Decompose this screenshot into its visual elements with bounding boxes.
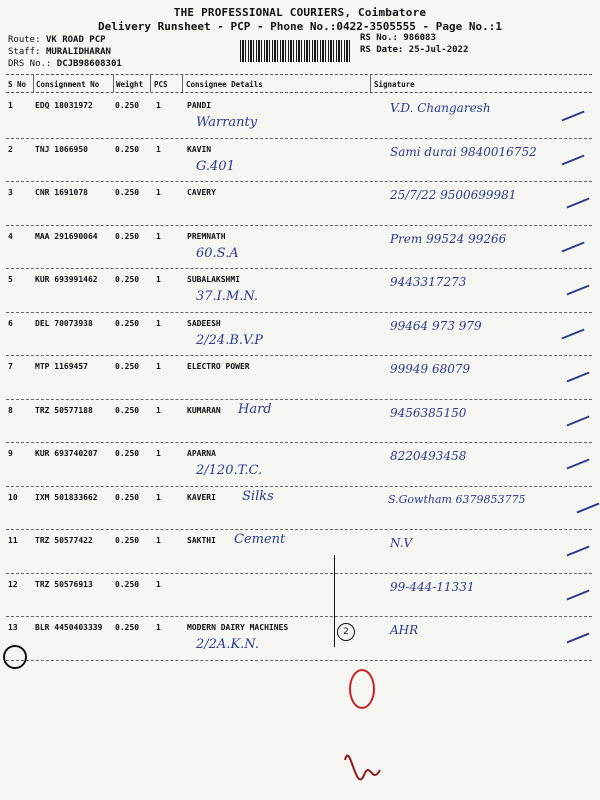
handwritten-signature: 99949 68079 — [390, 362, 471, 376]
col-divider — [113, 74, 114, 92]
handwritten-signature: 9456385150 — [390, 405, 467, 420]
red-oval-mark — [349, 669, 375, 709]
table-row — [6, 487, 592, 531]
table-row — [6, 269, 592, 313]
row-consignee-name: KUMARAN — [187, 405, 221, 415]
col-divider — [182, 74, 183, 92]
handwritten-address: Warranty — [196, 115, 258, 130]
handwritten-signature: 9443317273 — [390, 275, 467, 289]
row-pcs: 1 — [156, 318, 161, 328]
meta-left-block — [8, 34, 122, 70]
row-pcs: 1 — [156, 536, 161, 545]
handwritten-address: 2/24.B.V.P — [196, 332, 264, 348]
tick-mark — [566, 285, 589, 296]
row-pcs: 1 — [156, 188, 161, 197]
table-row — [6, 226, 592, 270]
red-scribble — [345, 756, 380, 780]
col-header-signature: Signature — [374, 80, 415, 89]
circled-number: 2 — [337, 623, 355, 641]
row-weight: 0.250 — [115, 101, 140, 110]
row-consignment-no: TRZ 50577188 — [35, 405, 93, 415]
barcode — [240, 40, 350, 62]
row-sno: 8 — [8, 405, 13, 415]
table-row — [6, 139, 592, 183]
tick-mark — [561, 111, 584, 122]
col-header-weight: Weight — [116, 80, 144, 89]
row-consignment-no: CNR 1691078 — [35, 188, 88, 197]
row-consignment-no: DEL 70073938 — [35, 318, 93, 328]
handwritten-signature: 99-444-11331 — [390, 579, 475, 594]
table-row — [6, 356, 592, 400]
row-consignee-name: APARNA — [187, 449, 216, 458]
handwritten-signature: V.D. Changaresh — [390, 101, 491, 115]
row-sno: 5 — [8, 275, 13, 284]
row-weight: 0.250 — [115, 623, 140, 632]
tick-mark — [561, 241, 584, 252]
row-pcs: 1 — [156, 275, 161, 284]
row-pcs: 1 — [156, 101, 161, 110]
row-consignee-name: KAVERI — [187, 492, 216, 502]
rs-date-value: 25-Jul-2022 — [408, 45, 469, 55]
col-header-pcs: PCS — [154, 80, 168, 89]
tick-mark — [566, 633, 589, 644]
row-weight: 0.250 — [115, 492, 140, 502]
rs-date-label: RS Date: — [360, 45, 404, 55]
row-consignee-name: KAVIN — [187, 144, 212, 154]
row-consignee-name: CAVERY — [187, 188, 216, 197]
row-pcs: 1 — [156, 362, 161, 371]
handwritten-signature: N.V — [390, 536, 413, 550]
row-weight: 0.250 — [115, 405, 140, 415]
table-row — [6, 400, 592, 444]
route-label: Route: — [8, 35, 41, 45]
row-sno: 4 — [8, 231, 13, 241]
row-weight: 0.250 — [115, 144, 140, 154]
row-consignment-no: BLR 4450403339 — [35, 623, 103, 632]
table-row — [6, 182, 592, 226]
col-divider — [33, 74, 34, 92]
row-consignee-name: SADEESH — [187, 318, 221, 328]
route-value: VK ROAD PCP — [45, 35, 106, 45]
row-consignee-name: SAKTHI — [187, 536, 216, 545]
staff-value: MURALIDHARAN — [45, 47, 111, 57]
table-row — [6, 530, 592, 574]
row-pcs: 1 — [156, 144, 161, 154]
handwritten-signature: Prem 99524 99266 — [390, 231, 507, 246]
row-consignee-name: PANDI — [187, 101, 212, 110]
col-divider — [370, 74, 371, 92]
header-top-rule — [6, 74, 592, 75]
tick-mark — [566, 198, 589, 209]
tick-mark — [561, 328, 584, 339]
row-consignment-no: MAA 291690064 — [35, 231, 98, 241]
row-consignment-no: MTP 1169457 — [35, 362, 88, 371]
handwritten-signature: S.Gowtham 6379853775 — [388, 492, 526, 506]
tick-mark — [566, 372, 589, 383]
handwritten-address: 37.I.M.N. — [196, 289, 259, 304]
rs-no-value: 986083 — [403, 33, 436, 43]
table-row — [6, 574, 592, 618]
handwritten-address: 60.S.A — [196, 245, 239, 261]
table-row — [6, 95, 592, 139]
table-row — [6, 617, 592, 661]
handwritten-address: Hard — [238, 401, 272, 417]
bracket-mark — [324, 555, 335, 647]
row-weight: 0.250 — [115, 231, 140, 241]
tick-mark — [566, 459, 589, 470]
header-bottom-rule — [6, 92, 592, 93]
col-header-consignment: Consignment No — [36, 80, 100, 89]
row-consignment-no: EDQ 18031972 — [35, 101, 93, 110]
row-separator — [6, 660, 592, 661]
row-sno: 2 — [8, 144, 13, 154]
drs-value: DCJB98608301 — [56, 59, 122, 69]
table-row — [6, 443, 592, 487]
tick-mark — [561, 154, 584, 165]
row-sno: 6 — [8, 318, 13, 328]
handwritten-signature: 8220493458 — [390, 449, 467, 463]
row-consignee-name: MODERN DAIRY MACHINES — [187, 623, 289, 632]
handwritten-address: Cement — [234, 532, 286, 547]
row-weight: 0.250 — [115, 579, 140, 589]
row-sno: 10 — [8, 492, 18, 502]
col-header-consignee: Consignee Details — [186, 80, 263, 89]
staff-label: Staff: — [8, 47, 41, 57]
row-sno: 11 — [8, 536, 18, 545]
row-weight: 0.250 — [115, 318, 140, 328]
row-consignee-name: ELECTRO POWER — [187, 362, 250, 371]
row-pcs: 1 — [156, 449, 161, 458]
row-consignee-name: SUBALAKSHMI — [187, 275, 240, 284]
drs-label: DRS No.: — [8, 59, 52, 69]
rs-no-label: RS No.: — [360, 33, 398, 43]
row-pcs: 1 — [156, 492, 161, 502]
row-sno: 3 — [8, 188, 13, 197]
circled-row-mark — [3, 645, 27, 669]
row-consignment-no: TNJ 1066950 — [35, 144, 88, 154]
meta-right-block — [360, 32, 468, 56]
row-consignee-name: PREMNATH — [187, 231, 226, 241]
row-weight: 0.250 — [115, 449, 140, 458]
row-consignment-no: TRZ 50577422 — [35, 536, 93, 545]
row-pcs: 1 — [156, 579, 161, 589]
row-weight: 0.250 — [115, 275, 140, 284]
col-divider — [150, 74, 151, 92]
col-header-sno: S No — [8, 80, 27, 89]
row-pcs: 1 — [156, 405, 161, 415]
company-title: THE PROFESSIONAL COURIERS, Coimbatore — [173, 6, 427, 19]
row-pcs: 1 — [156, 623, 161, 632]
handwritten-signature: Sami durai 9840016752 — [390, 144, 537, 159]
tick-mark — [576, 502, 599, 513]
row-sno: 1 — [8, 101, 13, 110]
tick-mark — [566, 415, 589, 426]
runsheet-subtitle: Delivery Runsheet - PCP - Phone No.:0422-3505555 - Page No.:1 — [98, 20, 502, 33]
row-sno: 12 — [8, 579, 18, 589]
row-weight: 0.250 — [115, 188, 140, 197]
row-sno: 13 — [8, 623, 18, 632]
table-row — [6, 313, 592, 357]
handwritten-signature: 99464 973 979 — [390, 318, 482, 333]
handwritten-address: 2/2A.K.N. — [196, 637, 259, 652]
tick-mark — [566, 546, 589, 557]
row-sno: 9 — [8, 449, 13, 458]
row-consignment-no: KUR 693991462 — [35, 275, 98, 284]
handwritten-address: G.401 — [196, 158, 235, 174]
row-consignment-no: KUR 693740207 — [35, 449, 98, 458]
handwritten-address: Silks — [242, 488, 274, 504]
handwritten-address: 2/120.T.C. — [196, 463, 263, 478]
handwritten-signature: 25/7/22 9500699981 — [390, 188, 517, 202]
row-weight: 0.250 — [115, 362, 140, 371]
tick-mark — [566, 589, 589, 600]
handwritten-signature: AHR — [390, 623, 419, 637]
row-consignment-no: IXM 501833662 — [35, 492, 98, 502]
row-weight: 0.250 — [115, 536, 140, 545]
row-sno: 7 — [8, 362, 13, 371]
row-pcs: 1 — [156, 231, 161, 241]
row-consignment-no: TRZ 50576913 — [35, 579, 93, 589]
